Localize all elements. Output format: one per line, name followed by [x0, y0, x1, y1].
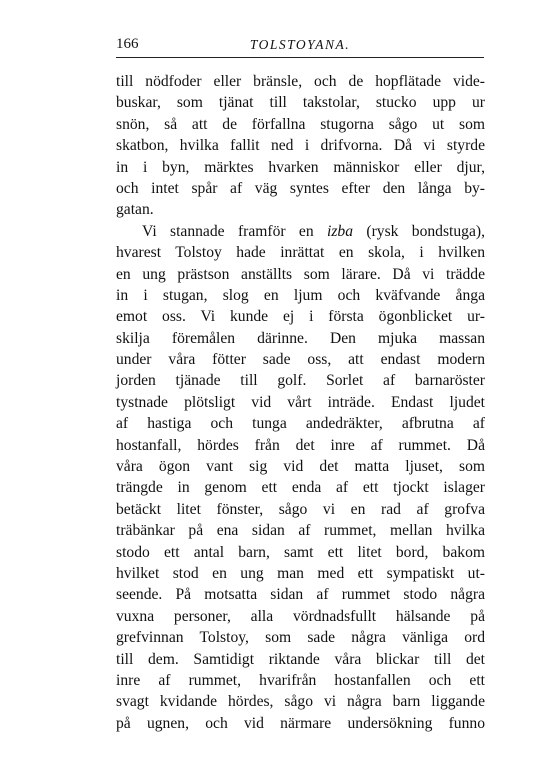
text-line: grefvinnan Tolstoy, som sade några vänliga ord	[116, 629, 485, 647]
running-head: TOLSTOYANA.	[249, 37, 351, 52]
text-line: buskar, som tjänat till takstolar, stucko upp ur	[116, 94, 485, 112]
text-line: hvilket stod en ung man med ett sympatiskt ut-	[116, 564, 485, 582]
text-line: under våra fötter sade oss, att endast modern	[116, 351, 485, 369]
text-line: tystnade plötsligt vid vårt inträde. Endast ljudet	[116, 393, 485, 411]
text-line: svagt kvidande hördes, sågo vi några barn liggande	[116, 693, 485, 711]
italic-word: izba	[327, 222, 354, 240]
text-line: seende. På motsatta sidan af rummet stodo några	[116, 586, 485, 604]
text-line: på ugnen, och vid närmare undersökning funno	[116, 714, 485, 732]
text-line: jorden tjänade till golf. Sorlet af barnaröster	[116, 372, 485, 390]
text-line: in i byn, märktes hvarken människor eller djur,	[116, 158, 485, 176]
text-line: till dem. Samtidigt riktande våra blickar till det	[116, 650, 485, 668]
text-line: af hastiga och tunga andedräkter, afbrutna af	[116, 415, 485, 433]
text-line: vuxna personer, alla vördnadsfullt hälsande på	[116, 607, 485, 625]
text-line: skatbon, hvilka fallit ned i drifvorna. Då vi styrde	[116, 137, 485, 155]
text-line: Vi stannade framför en izba (rysk bondstuga),	[142, 222, 485, 240]
text-line: våra ögon vant sig vid det matta ljuset, som	[116, 458, 485, 476]
text-line: snön, så att de förfallna stugorna sågo ut som	[116, 115, 485, 133]
text-line: in i stugan, slog en ljum och kväfvande ånga	[116, 286, 485, 304]
text-line: betäckt litet fönster, sågo vi en rad af grofva	[116, 500, 485, 518]
text-line: inre af rummet, hvarifrån hostanfallen och ett	[116, 671, 485, 689]
text-line: hostanfall, hördes från det inre af rummet. Då	[116, 436, 485, 454]
text-line: till nödfoder eller bränsle, och de hopflätade vide-	[116, 73, 485, 90]
text-line: hvarest Tolstoy hade inrättat en skola, i hvilken	[116, 244, 485, 262]
page-number: 166	[116, 36, 139, 52]
text-line: trängde in genom ett enda af ett tjockt islager	[116, 479, 485, 497]
text-line: gatan.	[116, 201, 154, 219]
header-rule	[116, 57, 484, 58]
text-line: emot oss. Vi kunde ej i första ögonblicket ur-	[116, 308, 485, 326]
page-header	[116, 36, 484, 58]
text-line: träbänkar på ena sidan af rummet, mellan hvilka	[116, 522, 485, 540]
text-line: en ung prästson anställts som lärare. Då vi trädde	[116, 265, 485, 283]
text-line: stodo ett antal barn, samt ett litet bord, bakom	[116, 543, 485, 561]
body-text	[116, 71, 485, 734]
text-line: och intet spår af väg syntes efter den långa by-	[116, 179, 485, 197]
text-line: skilja föremålen därinne. Den mjuka massan	[116, 329, 485, 347]
